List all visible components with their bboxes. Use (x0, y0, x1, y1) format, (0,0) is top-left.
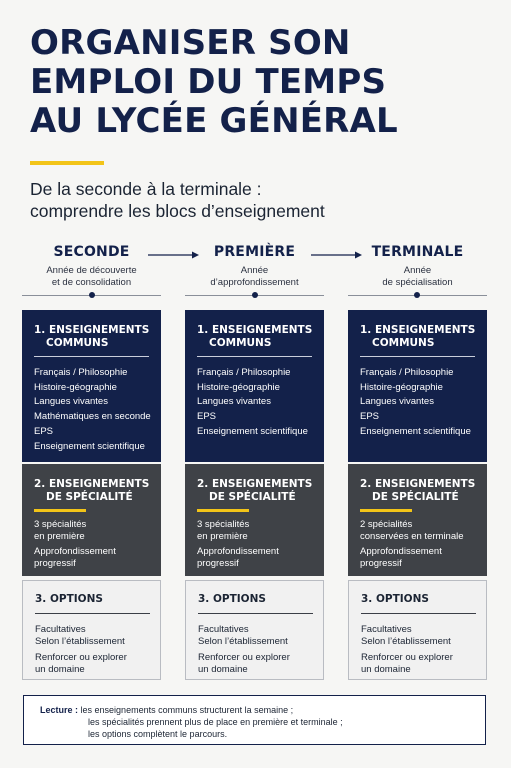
block-divider (35, 613, 150, 614)
title-accent-rule (30, 161, 104, 165)
block-title-line-1: 2. ENSEIGNEMENTS (197, 478, 313, 490)
note-line-1 (40, 704, 475, 716)
option-text: un domaine (35, 664, 85, 675)
block-title-line-2: DE SPÉCIALITÉ (46, 491, 133, 503)
subtitle-line-1: De la seconde à la terminale : (30, 179, 262, 199)
option-text: Renforcer ou explorer (361, 652, 453, 663)
stage-header-terminale (348, 244, 487, 289)
subject-item: Histoire-géographie (34, 381, 117, 393)
subject-item: EPS (34, 425, 54, 437)
block-divider (197, 356, 312, 357)
note-line-2: les spécialités prennent plus de place en première et terminale ; (88, 717, 343, 727)
stage-header-seconde (22, 244, 161, 289)
stage-name: SECONDE (53, 244, 130, 260)
stage-dot (89, 292, 95, 298)
stage-name: PREMIÈRE (213, 244, 296, 260)
common-subjects-block (185, 310, 324, 462)
accent-divider (360, 509, 412, 512)
option-text: Facultatives (35, 624, 86, 635)
stage-desc-line-2: et de consolidation (51, 277, 132, 288)
block-title (360, 478, 477, 504)
accent-divider (34, 509, 86, 512)
block-title (197, 324, 314, 350)
options-block (185, 580, 324, 680)
stage-dot (414, 292, 420, 298)
option-text: un domaine (361, 664, 411, 675)
specialty-text: progressif (197, 557, 239, 569)
stage-desc-line-2: d’approfondissement (210, 277, 299, 288)
specialty-text: conservées en terminale (360, 530, 464, 542)
common-subjects-block (348, 310, 487, 462)
block-title: 3. OPTIONS (361, 593, 429, 605)
subject-item: Français / Philosophie (34, 367, 128, 378)
subject-item: Histoire-géographie (197, 381, 280, 393)
specialty-block (185, 464, 324, 576)
option-text: Selon l’établissement (198, 636, 288, 647)
block-title (34, 324, 151, 350)
block-title-line-1: 1. ENSEIGNEMENTS (197, 324, 313, 336)
specialty-text: Approfondissement (360, 546, 442, 557)
specialty-text: Approfondissement (34, 546, 116, 557)
block-title-line-2: COMMUNS (372, 337, 435, 349)
subject-item: Enseignement scientifique (34, 440, 145, 452)
option-text: Renforcer ou explorer (35, 652, 127, 663)
block-divider (360, 356, 475, 357)
stage-desc-line-1: Année (240, 265, 269, 276)
block-divider (198, 613, 313, 614)
option-text: Selon l’établissement (35, 636, 125, 647)
specialty-block (348, 464, 487, 576)
subject-item: Mathématiques en seconde (34, 411, 151, 423)
block-title-line-2: DE SPÉCIALITÉ (209, 491, 296, 503)
subject-item: Langues vivantes (34, 396, 108, 408)
specialty-text: 3 spécialités (197, 519, 250, 530)
stage-description (185, 265, 324, 289)
subject-item: EPS (360, 411, 380, 423)
common-subjects-block (22, 310, 161, 462)
block-title-line-2: COMMUNS (46, 337, 109, 349)
title-line-1: ORGANISER SON (30, 23, 351, 63)
specialty-text: 3 spécialités (34, 519, 87, 530)
subtitle (30, 178, 490, 222)
stage-description (348, 265, 487, 289)
subject-item: Français / Philosophie (197, 367, 291, 378)
block-title-line-1: 2. ENSEIGNEMENTS (34, 478, 150, 490)
option-text: Renforcer ou explorer (198, 652, 290, 663)
stage-header-premiere (185, 244, 324, 289)
options-block (348, 580, 487, 680)
arrow-right-icon (311, 250, 363, 260)
reading-note (23, 695, 486, 745)
options-block (22, 580, 161, 680)
subject-item: Enseignement scientifique (197, 425, 308, 437)
block-title (360, 324, 477, 350)
subject-item: Langues vivantes (360, 396, 434, 408)
title-line-2: EMPLOI DU TEMPS (30, 62, 387, 102)
note-line-3: les options complètent le parcours. (88, 729, 228, 739)
stage-dot (252, 292, 258, 298)
stage-desc-line-1: Année de découverte (46, 265, 137, 276)
column-premiere (185, 310, 324, 680)
arrow-right-icon (148, 250, 200, 260)
specialty-text: Approfondissement (197, 546, 279, 557)
stage-description (22, 265, 161, 289)
specialty-text: en première (197, 530, 248, 542)
title-line-3: AU LYCÉE GÉNÉRAL (30, 101, 398, 141)
subject-item: Français / Philosophie (360, 367, 454, 378)
block-title: 3. OPTIONS (35, 593, 103, 605)
option-text: Facultatives (361, 624, 412, 635)
specialty-text: en première (34, 530, 85, 542)
block-title: 3. OPTIONS (198, 593, 266, 605)
specialty-text: progressif (360, 557, 402, 569)
option-text: Facultatives (198, 624, 249, 635)
subject-item: EPS (197, 411, 217, 423)
block-title (34, 478, 151, 504)
column-terminale (348, 310, 487, 680)
stage-name: TERMINALE (371, 244, 464, 260)
block-title-line-2: DE SPÉCIALITÉ (372, 491, 459, 503)
subtitle-line-2: comprendre les blocs d’enseignement (30, 201, 325, 221)
note-label: Lecture : (40, 705, 79, 715)
block-title-line-2: COMMUNS (209, 337, 272, 349)
note-text: les enseignements communs structurent la semaine ; (80, 705, 294, 715)
block-title-line-1: 2. ENSEIGNEMENTS (360, 478, 476, 490)
stage-desc-line-2: de spécialisation (382, 277, 453, 288)
accent-divider (197, 509, 249, 512)
option-text: un domaine (198, 664, 248, 675)
subject-item: Enseignement scientifique (360, 425, 471, 437)
block-divider (34, 356, 149, 357)
subject-item: Histoire-géographie (360, 381, 443, 393)
column-seconde (22, 310, 161, 680)
page-title (30, 24, 500, 141)
block-title-line-1: 1. ENSEIGNEMENTS (34, 324, 150, 336)
stage-desc-line-1: Année (403, 265, 432, 276)
option-text: Selon l’établissement (361, 636, 451, 647)
block-divider (361, 613, 476, 614)
specialty-block (22, 464, 161, 576)
block-title-line-1: 1. ENSEIGNEMENTS (360, 324, 476, 336)
specialty-text: 2 spécialités (360, 519, 413, 530)
block-title (197, 478, 314, 504)
subject-item: Langues vivantes (197, 396, 271, 408)
specialty-text: progressif (34, 557, 76, 569)
